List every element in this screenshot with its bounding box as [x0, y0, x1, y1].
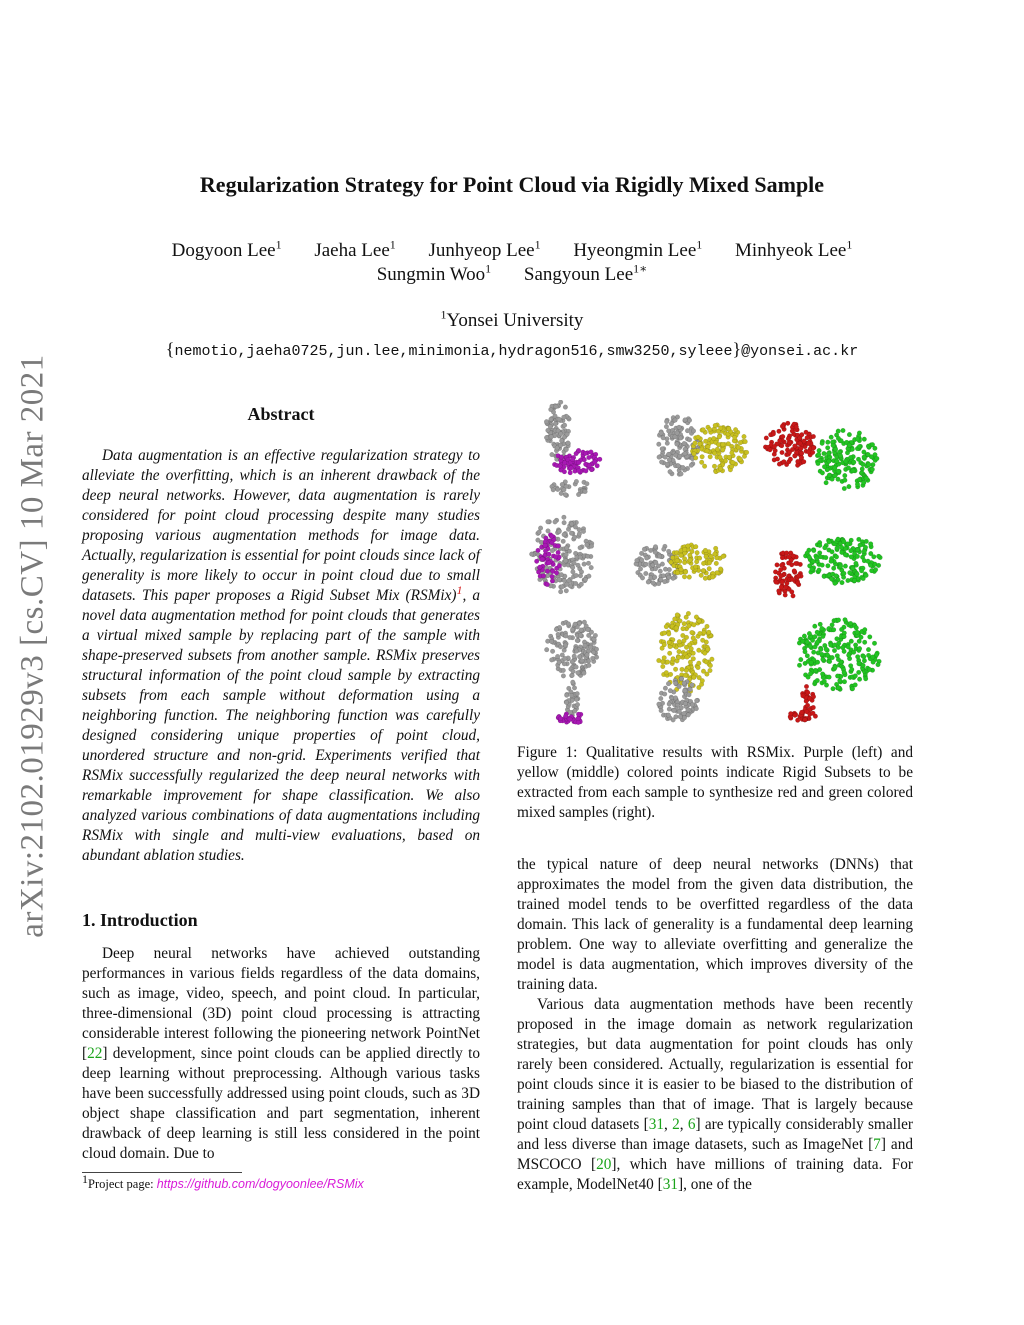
pointcloud-mixed2-red	[773, 551, 803, 599]
paper-title: Regularization Strategy for Point Cloud via Rigidly Mixed Sample	[199, 172, 825, 197]
pointcloud-mixed3-green	[797, 618, 881, 692]
pointcloud-box-gray	[529, 515, 594, 594]
citation-link[interactable]: 6	[687, 1116, 696, 1133]
pointcloud-mixed-red	[763, 421, 816, 468]
arxiv-stamp-text: arXiv:2102.01929v3 [cs.CV] 10 Mar 2021	[14, 354, 51, 938]
paragraph: the typical nature of deep neural networks (DNNs) that approximates the model from the given data distribution, the trained model tends to be overfitted regardless of the data domain. This lack of generality is a fundamental deep learning problem. One way to alleviate overfitting and generalize the model is data augmentation, which improves diversity of the training data.	[517, 856, 913, 993]
pointcloud-mixed3-stem	[800, 684, 816, 712]
citation-link[interactable]: 31	[648, 1116, 665, 1133]
right-column-body	[517, 855, 913, 1195]
citation-link[interactable]: 2	[672, 1116, 680, 1133]
citation-link[interactable]: 31	[662, 1176, 678, 1193]
author-emails: {nemotio,jaeha0725,jun.lee,minimonia,hydragon516,smw3250,syleee}@yonsei.ac.kr	[165, 339, 859, 360]
pointcloud-lamp-shade	[544, 620, 599, 678]
author: Hyeongmin Lee$^1$	[573, 237, 703, 261]
author: Sungmin Woo$^1$	[376, 261, 492, 285]
authors-row-1	[0, 237, 1024, 262]
pointcloud-mixed2-green	[803, 537, 882, 586]
pointcloud-mixed-green	[815, 428, 879, 491]
figure-caption: Figure 1: Qualitative results with RSMix. Purple (left) and yellow (middle) colored points indicate Rigid Subsets to be extracted from each sample to synthesize red and green colored mixed samples (right).	[517, 744, 913, 821]
citation-link[interactable]: 22	[87, 1045, 103, 1062]
footnote: $^1$Project page: https://github.com/dogyoonlee/RSMix	[82, 1171, 364, 1191]
citation-link[interactable]: 7	[873, 1136, 881, 1153]
pointcloud-cone-gray	[657, 676, 700, 722]
figure-1-point-clouds	[518, 400, 914, 730]
pointcloud-chair-back	[544, 400, 571, 462]
footnote-marker[interactable]: 1	[456, 582, 463, 597]
author: Sangyoun Lee$^{1∗}$	[523, 261, 648, 285]
author: Minhyeok Lee$^1$	[735, 237, 853, 261]
citation-link[interactable]: 20	[596, 1156, 612, 1173]
affiliation: $^1$Yonsei University	[440, 307, 584, 331]
paragraph: Various data augmentation methods have been recently proposed in the image domain as network regularization strategies, but data augmentation for point clouds has only rarely been considered. Actually, regularization is essential for point clouds since it is easier to be biased to the distribution of training samples than that of image. That is largely because point cloud datasets [31, 2, 6] are typically considerably smaller and less diverse than image datasets, such as ImageNet [7] and MSCOCO [20], which have millions of training data. For example, ModelNet40 [31], one of the	[517, 996, 914, 1193]
author: Jaeha Lee$^1$	[314, 237, 396, 261]
authors-row-2	[0, 261, 1024, 286]
arxiv-stamp	[8, 346, 58, 946]
intro-heading: 1. Introduction	[82, 910, 198, 930]
pointcloud-chair-base	[550, 479, 590, 498]
author: Junhyeop Lee$^1$	[428, 237, 541, 261]
abstract-body: Data augmentation is an effective regularization strategy to alleviate the overfitting, which is an inherent drawback of the deep neural networks. However, data augmentation is rarely considered for point cloud processing despite many studies proposing various augmentation methods for image data. Actually, regularization is essential for point clouds since lack of generality is more likely to occur in point cloud due to small datasets. This paper proposes a Rigid Subset Mix (RSMix)$^1$, a novel data augmentation method for point clouds that generates a virtual mixed sample by replacing part of the sample with shape-preserved subsets from another sample. RSMix preserves structural information of the point cloud sample by extracting subsets from each sample without deformation using a neighboring function. The neighboring function was carefully designed considering unique properties of point cloud, unordered structure and non-grid. Experiments verified that RSMix successfully regularized the deep neural networks with remarkable improvement for shape classification. We also analyzed various combinations of data augmentations including RSMix with single and multi-view evaluations, based on abundant ablation studies.	[82, 447, 480, 864]
abstract-heading: Abstract	[247, 404, 315, 424]
pointcloud-chair-seat	[552, 448, 602, 475]
intro-paragraph: Deep neural networks have achieved outstanding performances in various fields regardless of the data domains, such as image, video, speech, and point cloud. In particular, three-dimensional (3D) point cloud processing is attracting considerable interest following the pioneering network PointNet [22] development, since point clouds can be applied directly to deep learning without preprocessing. Although various tasks have been successfully addressed using point clouds, such as 3D object shape classification and part segmentation, inherent drawback of deep learning is still less considered in the point cloud domain. Due to	[82, 945, 480, 1162]
pointcloud-mixed3-base	[788, 709, 818, 722]
pointcloud-capsule-yellow	[669, 543, 727, 581]
footnote-divider	[82, 1172, 242, 1173]
project-page-link[interactable]: https://github.com/dogyoonlee/RSMix	[156, 1177, 364, 1191]
author: Dogyoon Lee$^1$	[171, 237, 282, 261]
